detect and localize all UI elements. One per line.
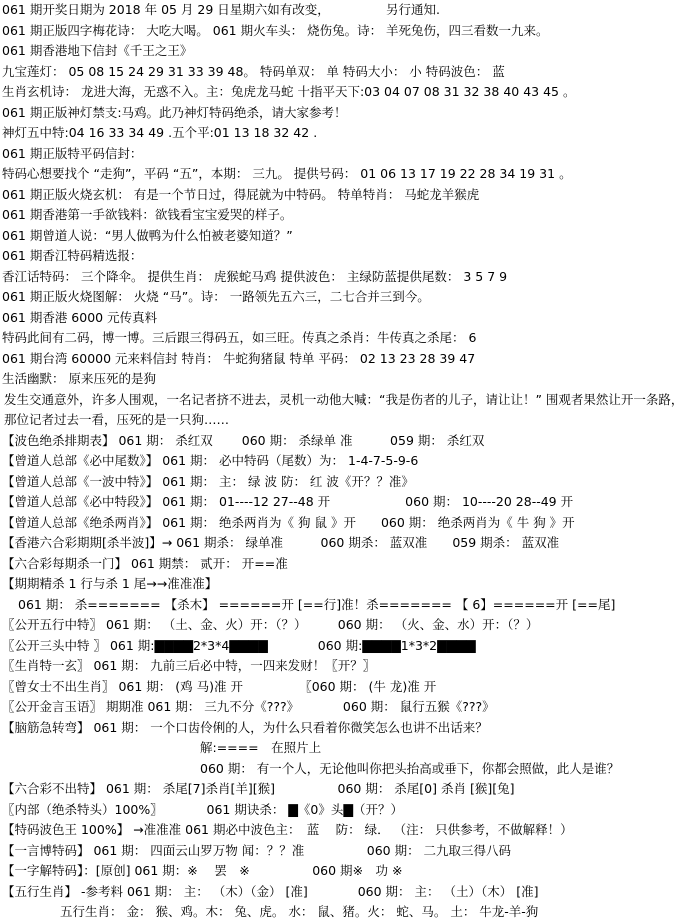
taiwan-envelope-line: 061 期台湾 60000 元来料信封 特肖： 牛蛇狗猪鼠 特单 平码： 02 13 23 28 39 47 [2, 350, 476, 366]
no-special-line: 【六合彩不出特】 061 期： 杀尾[7]杀肖[羊][猴] 060 期： 杀尾[0] 杀肖 [猴][兔] [2, 781, 515, 796]
zeng-tail-line: 【曾道人总部《必中尾数》】 061 期： 必中特码（尾数）为： 1-4-7-5-9-6 [2, 453, 419, 468]
lamp-ban-line: 061 期正版神灯禁支:马鸡。此乃神灯特码绝杀，请大家参考！ [2, 104, 347, 120]
internal-kill-head-line: 〖内部（绝杀特头）100%〗 061 期诀杀： ▇《0》头▇（开？） [2, 801, 403, 817]
issue-date-line: 061 期开奖日期为 2018 年 05 月 29 日星期六如有改变， 另行通知. [2, 2, 441, 17]
hk-first-hand-line: 061 期香港第一手欲钱料：欲钱看宝宝爱哭的样子。 [2, 207, 293, 222]
kill-row-tail-line: 061 期： 杀======= 【杀木】 ======开 [==行]准！杀======= 【 6】======开 [==尾] [18, 596, 616, 612]
five-zodiac-line: 【五行生肖】 -参考料 061 期： 主： （木）（金） [准] 060 期： 主： （土）（木） [准] [2, 883, 539, 899]
zeng-said-line: 061 期曾道人说：“男人做鸭为什么怕被老婆知道？” [2, 227, 293, 243]
special-code-line: 特码心想要找个 “走狗”，平码 “五”，本期： 三九。 提供号码： 01 06 13 17 19 22 28 34 19 31 。 [2, 166, 572, 181]
zodiac-mystery-line: 〖生肖特一玄〗 061 期： 九前三后必中特，一四来发财！〖开？〗 [2, 658, 376, 673]
fire-mystery-line: 061 期正版火烧玄机： 有是一个节日过，得屁就为中特码。 特单特肖： 马蛇龙羊猴虎 [2, 186, 480, 202]
five-elements-line: 〖公开五行中特〗 061 期： （土、金、火）开：（？） 060 期： （火、金、水）开：（？） [2, 617, 539, 632]
three-heads-line: 〖公开三头中特 〗 061 期:▇▇▇▇2*3*4▇▇▇▇ 060 期:▇▇▇▇1*3*2▇▇▇▇ [2, 637, 476, 653]
hk-envelope-title: 061 期香港地下信封《千王之王》 [2, 43, 193, 58]
xiangjiang-title: 061 期香江特码精选报： [2, 248, 143, 263]
special-envelope-title: 061 期正版特平码信封： [2, 145, 143, 161]
riddle-answer-line: 解:==== 在照片上 [200, 740, 322, 755]
zodiac-poem-line: 生肖玄机诗： 龙进大海，无惑不入。主：兔虎龙马蛇 十指平天下:03 04 07 08 31 32 38 40 43 45 。 [2, 84, 576, 99]
plum-poem-line: 061 期正版四字梅花诗： 大吃大喝。 061 期火车头： 烧伤兔。诗： 羊死兔伤，四三看数一九来。 [2, 22, 549, 38]
zeng-segment-line: 【曾道人总部《必中特段》】 061 期： 01----12 27--48 开 060 期： 10----20 28--49 开 [2, 494, 574, 509]
humor-story: 发生交通意外，许多人围观，一名记者挤不进去，灵机一动他大喊：“我是伤者的儿子，请让让！” 围观者果然让开一条路，那位记者过去一看，压死的是一只狗…… [4, 391, 684, 427]
nine-lotus-line: 九宝莲灯： 05 08 15 24 29 31 33 39 48。 特码单双： 单 特码大小： 小 特码波色： 蓝 [2, 63, 505, 79]
fax-detail-line: 特码此间有二码，博一博。三后跟三得码五，如三旺。传真之杀肖：牛传真之杀尾： 6 [2, 330, 477, 345]
kill-one-door-line: 【六合彩每期杀一门】 061 期禁： 贰开： 开==准 [2, 555, 288, 571]
zeng-kill-two-line: 【曾道人总部《绝杀两肖》】 061 期： 绝杀两肖为《 狗 鼠 》开 060 期： 绝杀两肖为《 牛 狗 》开 [2, 514, 575, 530]
hk-fax-title: 061 期香港 6000 元传真料 [2, 309, 158, 325]
hk-half-wave-line: 【香港六合彩期期[杀半波]】→ 061 期杀： 绿单准 060 期杀： 蓝双准 059 期杀： 蓝双准 [2, 535, 560, 550]
wave-king-line: 【特码波色王 100%】 →准准准 061 期必中波色主： 蓝 防： 绿． （注： 只供参考，不做解释！） [2, 822, 573, 837]
xiangjiang-code-line: 香江话特码： 三个降伞。 提供生肖： 虎猴蛇马鸡 提供波色： 主绿防蓝提供尾数： 3 5 7 9 [2, 268, 508, 284]
lamp-five-line: 神灯五中特:04 16 33 34 49 .五个平:01 13 18 32 42 . [2, 125, 318, 140]
zeng-wave-line: 【曾道人总部《一波中特》】 061 期： 主： 绿 波 防： 红 波《开？？准》 [2, 473, 414, 489]
riddle-line: 【脑筋急转弯】 061 期： 一个口齿伶俐的人，为什么只看着你微笑怎么也讲不出话来？ [2, 719, 488, 735]
fire-picture-line: 061 期正版火烧图解： 火烧 “马”。诗： 一路领先五六三，二七合并三到今。 [2, 289, 430, 304]
riddle-next-line: 060 期： 有一个人，无论他叫你把头抬高或垂下，你都会照做，此人是谁？ [200, 760, 620, 776]
wave-kill-line: 【波色绝杀排期表】 061 期： 杀红双 060 期： 杀绿单 准 059 期： 杀红双 [2, 432, 485, 448]
one-char-code-line: 【一字解特码】：[原创] 061 期：※ 罢 ※ 060 期※ 功 ※ [2, 863, 403, 878]
five-zodiac-detail-line: 五行生肖： 金： 猴、鸡。木： 兔、虎。 水： 鼠、猪。火： 蛇、马。 土： 牛龙-羊-狗 [60, 904, 539, 919]
ms-zeng-line: 〖曾女士不出生肖〗 061 期： (鸡 马)准 开 〖060 期： (牛 龙)准 开 [2, 678, 437, 694]
kill-row-tail-title: 【期期精杀 1 行与杀 1 尾→→准准准】 [2, 576, 218, 591]
humor-title: 生活幽默： 原来压死的是狗 [2, 371, 156, 386]
golden-words-line: 〖公开金言玉语〗 期期准 061 期： 三九不分《???》 060 期： 鼠行五猴《???》 [2, 699, 495, 714]
one-word-code-line: 【一言博特码】 061 期： 四面云山罗万物 闻：？？准 060 期： 二九取三得八码 [2, 842, 512, 858]
